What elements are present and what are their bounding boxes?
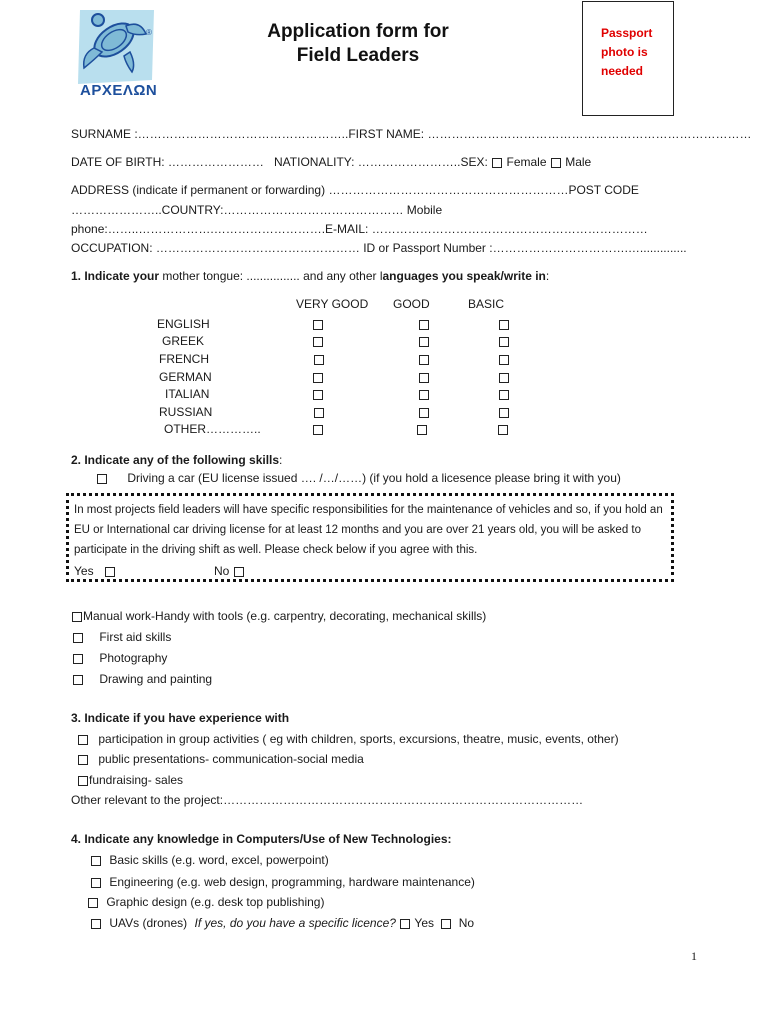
section-2-colon: : — [279, 453, 283, 467]
section-3-heading: 3. Indicate if you have experience with — [71, 711, 290, 725]
german-very-good-checkbox[interactable] — [313, 373, 323, 383]
drawing-checkbox[interactable] — [73, 675, 83, 685]
basic-skills-row — [90, 853, 329, 867]
english-very-good-checkbox[interactable] — [313, 320, 323, 330]
public-presentations-checkbox[interactable] — [78, 755, 88, 765]
agree-no-option — [214, 564, 245, 578]
section-1-prefix: 1. Indicate your — [71, 269, 160, 283]
country-field[interactable]: …………………..COUNTRY:……………………………………… Mobile — [71, 203, 443, 217]
page-number: 1 — [691, 949, 697, 963]
notice-line-2: EU or International car driving license for at least 12 months and you are over 21 years old, you will be asked to — [74, 524, 641, 536]
graphic-design-label: Graphic design (e.g. desk top publishing) — [106, 895, 325, 909]
section-1-colon: : — [545, 269, 550, 283]
italian-very-good-checkbox[interactable] — [313, 390, 323, 400]
uavs-licence-question: If yes, do you have a specific licence? — [194, 916, 396, 930]
licence-yes-checkbox[interactable] — [400, 919, 410, 929]
photography-row — [72, 651, 167, 665]
french-basic-checkbox[interactable] — [499, 355, 509, 365]
notice-line-3: participate in the driving shift as well. Please check below if you agree with this. — [74, 544, 478, 556]
passport-photo-note: Passport photo is needed — [601, 26, 653, 78]
group-activities-checkbox[interactable] — [78, 735, 88, 745]
male-label: Male — [565, 155, 592, 169]
french-very-good-checkbox[interactable] — [314, 355, 324, 365]
occupation-id-field[interactable]: OCCUPATION: …………………………………………… ID or Passport Number :…………………………….….............. — [71, 241, 687, 255]
basic-skills-label: Basic skills (e.g. word, excel, powerpoint) — [109, 853, 329, 867]
language-russian: RUSSIAN — [159, 405, 213, 419]
engineering-label: Engineering (e.g. web design, programming, hardware maintenance) — [109, 875, 475, 889]
section-2-title: 2. Indicate any of the following skills — [71, 453, 280, 467]
section-1-suffix: anguages you speak/write in — [382, 269, 546, 283]
uavs-label: UAVs (drones) — [109, 916, 188, 930]
agree-no-label: No — [214, 564, 230, 578]
fundraising-row — [77, 773, 183, 787]
italian-basic-checkbox[interactable] — [499, 390, 509, 400]
french-good-checkbox[interactable] — [419, 355, 429, 365]
language-greek: GREEK — [162, 334, 205, 348]
engineering-checkbox[interactable] — [91, 878, 101, 888]
language-other: OTHER………….. — [164, 422, 261, 436]
date-of-birth-field[interactable]: DATE OF BIRTH: …………………… — [71, 155, 264, 169]
other-good-checkbox[interactable] — [417, 425, 427, 435]
logo-text: ΑΡΧΕΛΩΝ — [80, 82, 158, 99]
agree-no-checkbox[interactable] — [234, 567, 244, 577]
header-good: GOOD — [393, 297, 430, 311]
russian-good-checkbox[interactable] — [419, 408, 429, 418]
title-line-1: Application form for — [267, 21, 449, 42]
greek-basic-checkbox[interactable] — [499, 337, 509, 347]
licence-no-label: No — [458, 916, 475, 930]
manual-work-checkbox[interactable] — [72, 612, 82, 622]
archelon-logo — [74, 8, 158, 102]
other-very-good-checkbox[interactable] — [313, 425, 323, 435]
passport-photo-box[interactable] — [582, 1, 674, 116]
manual-work-row — [71, 609, 486, 623]
driving-row — [96, 471, 621, 485]
graphic-design-checkbox[interactable] — [88, 898, 98, 908]
uavs-row — [90, 916, 474, 930]
photography-checkbox[interactable] — [73, 654, 83, 664]
phone-email-field[interactable]: phone:……..……………….……………………….E-MAIL: …………………………………………………………… — [71, 222, 648, 236]
registered-mark: ® — [146, 28, 152, 37]
male-checkbox[interactable] — [551, 158, 561, 168]
group-activities-row — [77, 732, 619, 746]
address-field[interactable]: ADDRESS (indicate if permanent or forwarding) ……………………………………………………POST CODE — [71, 183, 639, 197]
english-good-checkbox[interactable] — [419, 320, 429, 330]
section-1-heading — [71, 269, 549, 283]
engineering-row — [90, 875, 475, 889]
other-relevant-field[interactable]: Other relevant to the project:……………………………………………………………………………… — [71, 793, 584, 807]
surname-firstname-field[interactable]: SURNAME :……………………………………………..FIRST NAME: ……………………………………………………………………… — [71, 127, 752, 141]
drawing-label: Drawing and painting — [99, 672, 213, 686]
russian-basic-checkbox[interactable] — [499, 408, 509, 418]
language-italian: ITALIAN — [165, 387, 210, 401]
graphic-design-row — [87, 895, 324, 909]
german-good-checkbox[interactable] — [419, 373, 429, 383]
female-checkbox[interactable] — [492, 158, 502, 168]
language-french: FRENCH — [159, 352, 209, 366]
fundraising-checkbox[interactable] — [78, 776, 88, 786]
first-aid-label: First aid skills — [99, 630, 172, 644]
german-basic-checkbox[interactable] — [499, 373, 509, 383]
driving-label: Driving a car (EU license issued …. /…/……) (if you hold a licesence please bring it with you) — [127, 471, 621, 485]
page-title — [238, 20, 478, 68]
title-line-2: Field Leaders — [296, 45, 420, 66]
header-basic: BASIC — [468, 297, 505, 311]
language-english: ENGLISH — [157, 317, 210, 331]
public-presentations-row — [77, 752, 364, 766]
agree-yes-option — [74, 564, 116, 578]
language-german: GERMAN — [159, 370, 212, 384]
notice-line-1: In most projects field leaders will have specific responsibilities for the maintenance of vehicles and so, if you hold an — [74, 504, 663, 516]
agree-yes-checkbox[interactable] — [105, 567, 115, 577]
greek-very-good-checkbox[interactable] — [313, 337, 323, 347]
public-presentations-label: public presentations- communication-social media — [98, 752, 364, 766]
driving-checkbox[interactable] — [97, 474, 107, 484]
manual-work-label: Manual work-Handy with tools (e.g. carpentry, decorating, mechanical skills) — [83, 609, 487, 623]
licence-yes-label: Yes — [414, 916, 434, 930]
drawing-row — [72, 672, 212, 686]
nationality-sex-row — [274, 155, 591, 169]
nationality-field[interactable]: NATIONALITY: ……………………..SEX: — [274, 155, 488, 169]
russian-very-good-checkbox[interactable] — [314, 408, 324, 418]
photography-label: Photography — [99, 651, 168, 665]
english-basic-checkbox[interactable] — [499, 320, 509, 330]
first-aid-checkbox[interactable] — [73, 633, 83, 643]
basic-skills-checkbox[interactable] — [91, 856, 101, 866]
section-4-heading: 4. Indicate any knowledge in Computers/Use of New Technologies: — [71, 832, 452, 846]
section-1-middle: mother tongue: ................ and any other l — [159, 269, 383, 283]
first-aid-row — [72, 630, 171, 644]
group-activities-label: participation in group activities ( eg with children, sports, excursions, theatre, music, events, other) — [98, 732, 619, 746]
agree-yes-label: Yes — [74, 564, 94, 578]
fundraising-label: fundraising- sales — [89, 773, 184, 787]
female-label: Female — [506, 155, 547, 169]
other-basic-checkbox[interactable] — [498, 425, 508, 435]
italian-good-checkbox[interactable] — [419, 390, 429, 400]
uavs-checkbox[interactable] — [91, 919, 101, 929]
greek-good-checkbox[interactable] — [419, 337, 429, 347]
licence-no-checkbox[interactable] — [441, 919, 451, 929]
header-very-good: VERY GOOD — [296, 297, 369, 311]
section-2-heading — [71, 453, 282, 467]
